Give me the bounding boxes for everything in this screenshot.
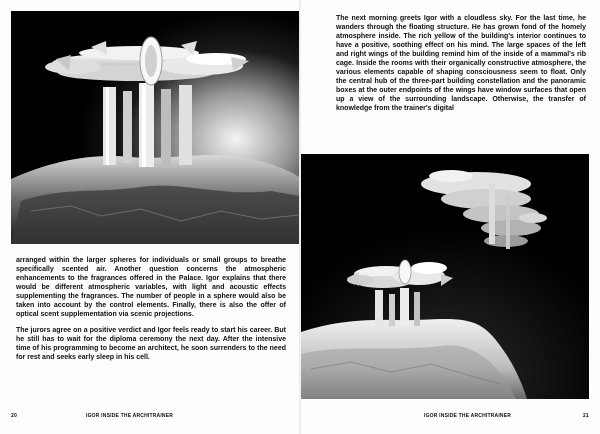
- right-body-text: [336, 14, 586, 120]
- right-model-photo: [301, 154, 589, 399]
- left-body-text: [16, 256, 286, 369]
- architectural-model-photo-icon: [11, 11, 299, 244]
- left-paragraph-2: The jurors agree on a positive verdict and Igor feels ready to start his career. But he still has to wait for the diploma ceremony the next day. After the intensive time of his programming to become an architect, he soon surrenders to the need for rest and seeks early sleep in his cell.: [16, 327, 286, 361]
- left-running-head: IGOR INSIDE THE ARCHITRAINER: [86, 413, 174, 419]
- left-model-photo: [11, 11, 299, 244]
- right-paragraph-1: The next morning greets Igor with a cloudless sky. For the last time, he wanders through the floating structure. He has grown fond of the homely atmosphere inside. The rich yellow of the building's interior continues to have a positive, soothing effect on his mind. The large spaces of the left and right wings of the building remind him of the inside of a mammal's rib cage. Inside the rooms with their organically constructive atmosphere, the various elements capable of shaping consciousness seem to float. Only the central hub of the three-part building constellation and the panoramic boxes at the outer endpoints of the wings have window surfaces that open up a view of the surrounding landscape. Otherwise, the transfer of knowledge from the trainer's digital: [336, 15, 586, 112]
- left-paragraph-1: arranged within the larger spheres for individuals or small groups to breathe specifically scented air. Another question concerns the atmospheric enhancements to the fragrances offered in the Palace. Igor explains that there would be different atmospheric variables, with light and acoustic effects supplementing the fragrances. The number of people in a sphere would also be taken into account by the control elements. Finally, there is also the offer of optical scent supplementation via scenic projections.: [16, 257, 286, 318]
- right-page-number: 21: [583, 413, 589, 419]
- right-running-head: IGOR INSIDE THE ARCHITRAINER: [424, 413, 512, 419]
- floating-structure-model-photo-icon: [301, 154, 589, 399]
- left-page-number: 20: [11, 413, 17, 419]
